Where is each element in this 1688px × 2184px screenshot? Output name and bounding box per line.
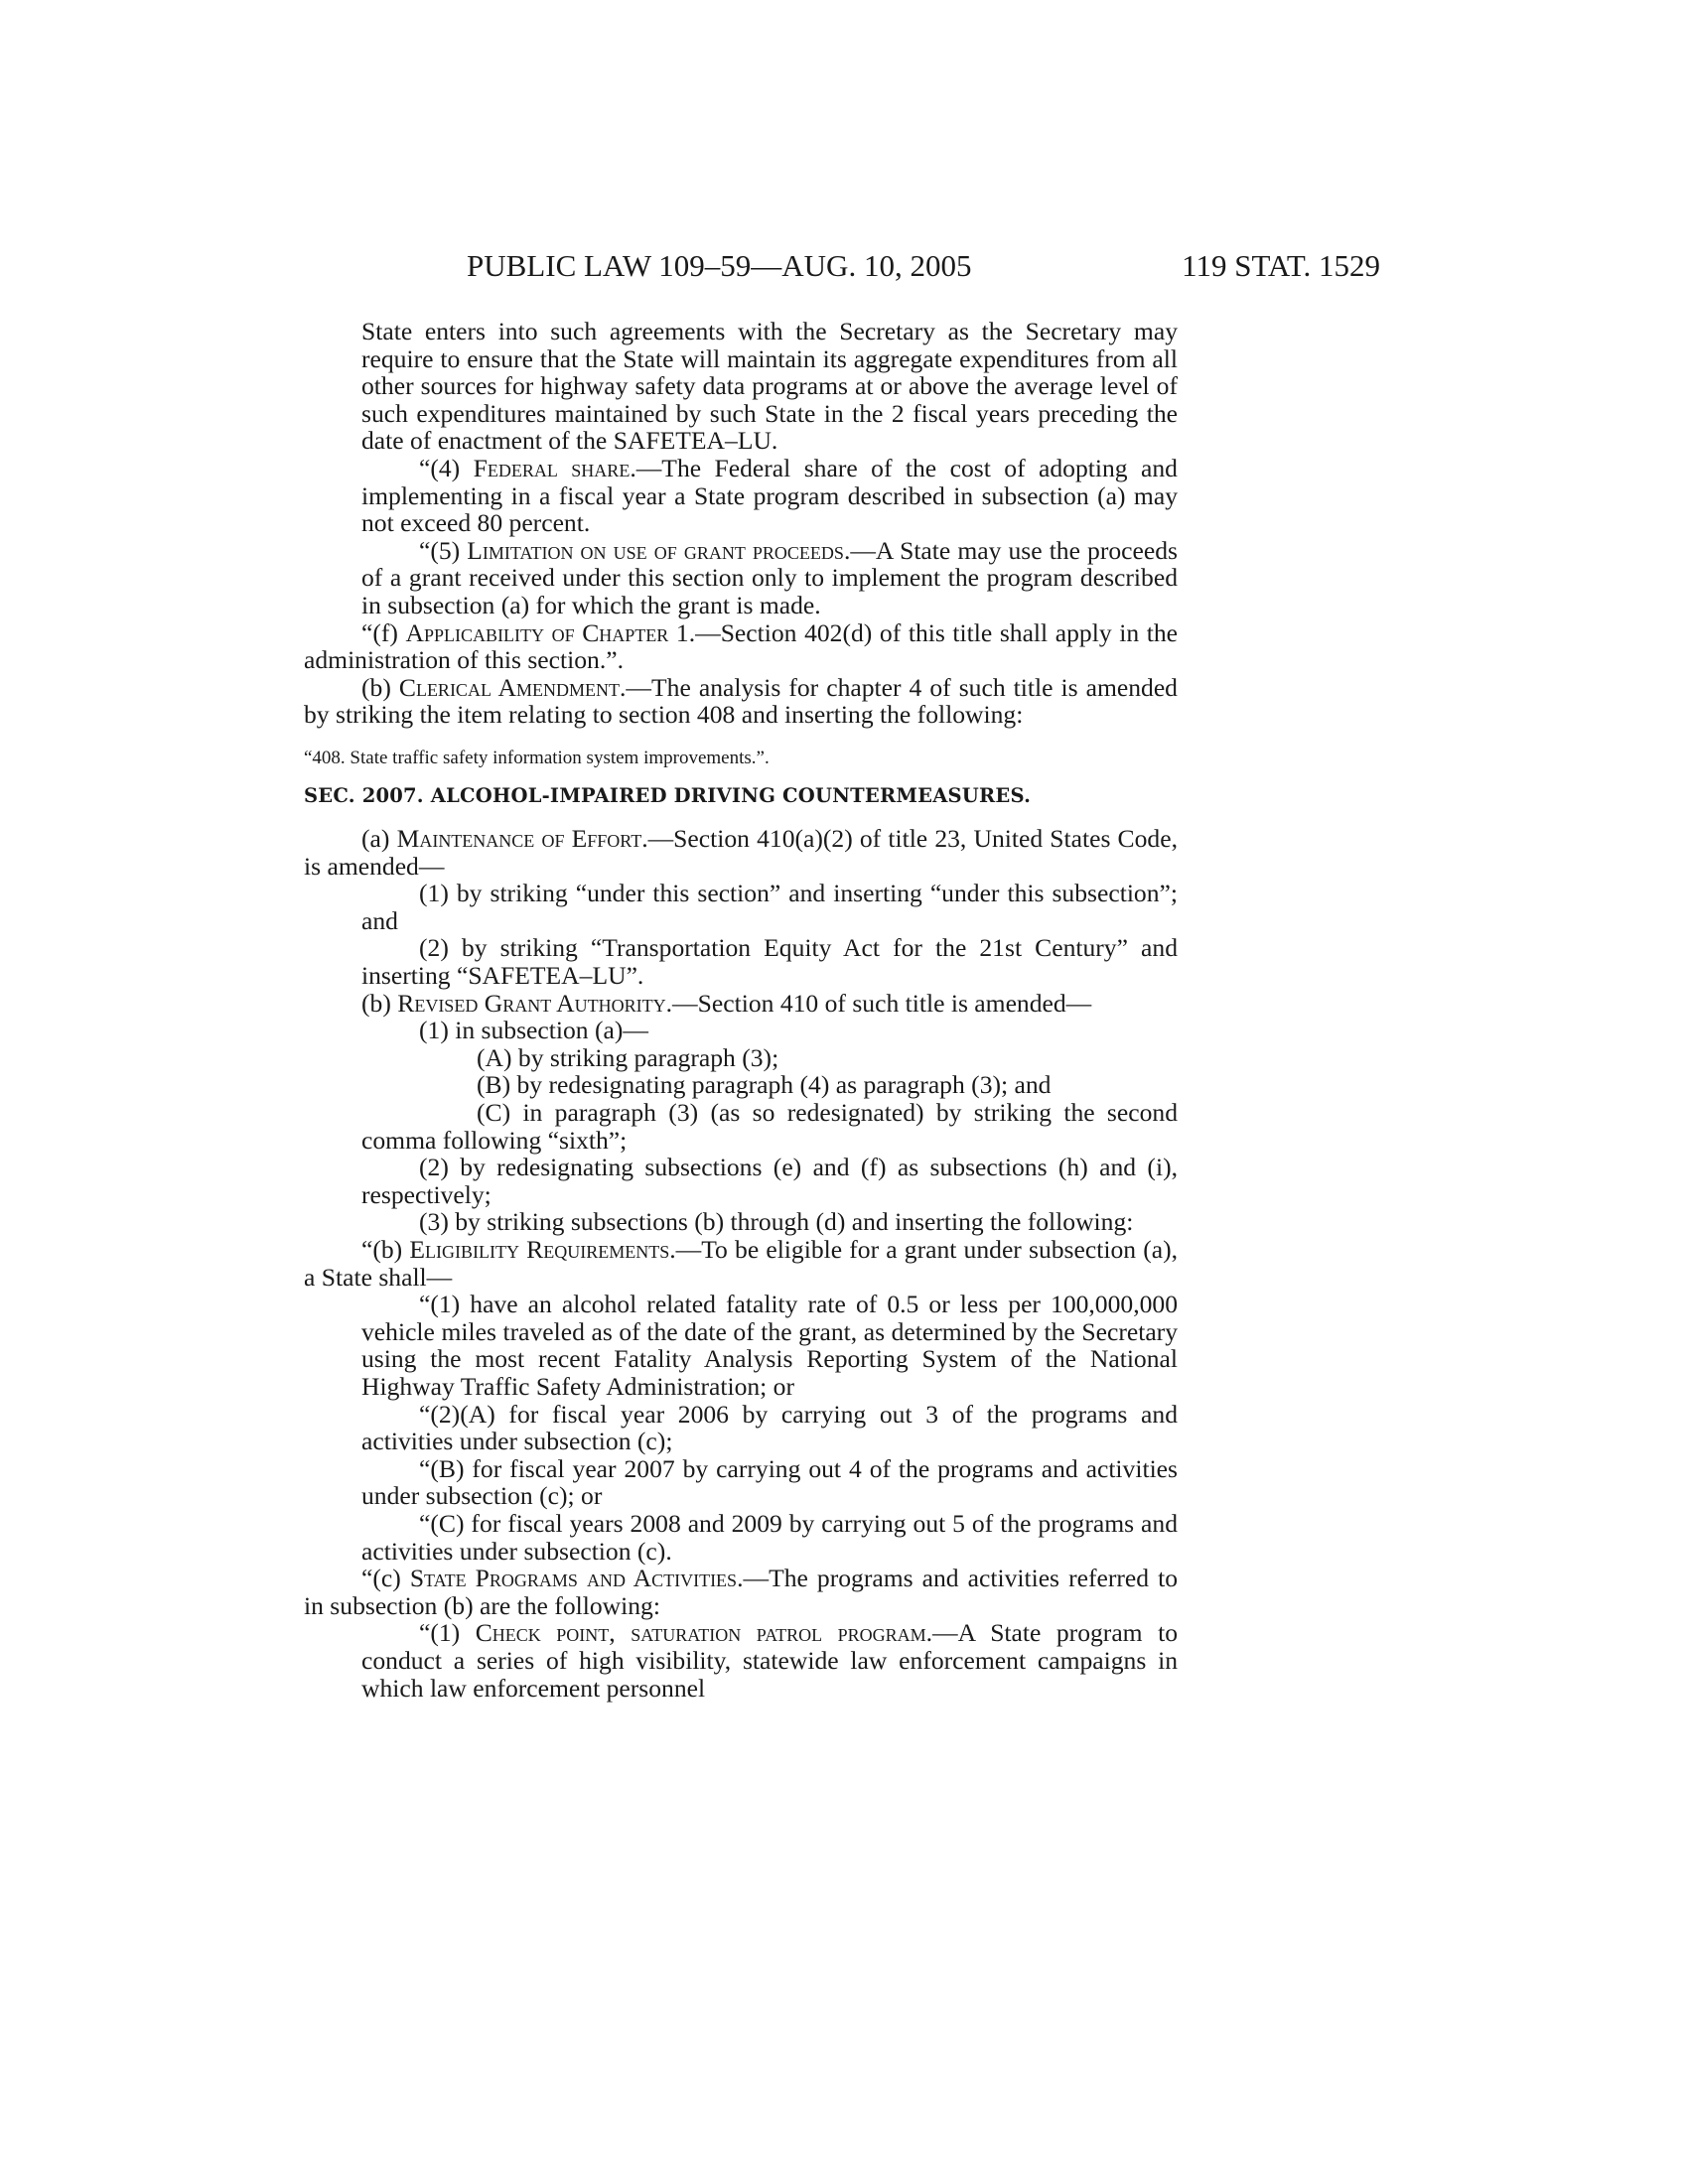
statute-page-number: 119 STAT. 1529	[1182, 248, 1380, 283]
paragraph: (b) Clerical Amendment.—The analysis for chapter 4 of such title is amended by striking the item relating to section 408 and inserting the following:	[304, 672, 1178, 730]
paragraph: “(C) for fiscal years 2008 and 2009 by carrying out 5 of the programs and activities under subsection (c).	[361, 1508, 1178, 1566]
paragraph: (1) in subsection (a)—	[419, 1016, 648, 1045]
paragraph: (C) in paragraph (3) (as so redesignated) by striking the second comma following “sixth”;	[361, 1098, 1178, 1155]
paragraph: “(2)(A) for fiscal year 2006 by carrying out 3 of the programs and activities under subsection (c);	[361, 1399, 1178, 1456]
paragraph: “(1) have an alcohol related fatality rate of 0.5 or less per 100,000,000 vehicle miles traveled as of the date of the grant, as determined by the Secretary using the most recent Fatality Analysis Reporting System of the National Highway Traffic Safety Administration; or	[361, 1290, 1178, 1401]
paragraph: “(5) Limitation on use of grant proceeds.—A State may use the proceeds of a grant received under this section only to implement the program described in subsection (a) for which the grant is made.	[361, 535, 1178, 619]
paragraph: (b) Revised Grant Authority.—Section 410 of such title is amended—	[361, 988, 1092, 1018]
paragraph: “(1) Check point, saturation patrol program.—A State program to conduct a series of high visibility, statewide law enforcement campaigns in which law enforcement personnel	[361, 1618, 1179, 1703]
paragraph: (3) by striking subsections (b) through (d) and inserting the following:	[419, 1207, 1134, 1237]
document-body	[304, 318, 1178, 1702]
paragraph: “(4) Federal share.—The Federal share of the cost of adopting and implementing in a fiscal year a State program described in subsection (a) may not exceed 80 percent.	[361, 453, 1178, 538]
paragraph: (B) by redesignating paragraph (4) as paragraph (3); and	[477, 1070, 1052, 1100]
paragraph: “(b) Eligibility Requirements.—To be eligible for a grant under subsection (a), a State shall—	[304, 1235, 1179, 1292]
paragraph: (a) Maintenance of Effort.—Section 410(a)(2) of title 23, United States Code, is amended—	[304, 824, 1178, 881]
law-citation: PUBLIC LAW 109–59—AUG. 10, 2005	[467, 248, 972, 283]
table-of-contents-entry: “408. State traffic safety information system improvements.”.	[304, 747, 770, 768]
paragraph: (2) by redesignating subsections (e) and (f) as subsections (h) and (i), respectively;	[361, 1153, 1178, 1209]
paragraph: State enters into such agreements with the Secretary as the Secretary may require to ensure that the State will maintain its aggregate expenditures from all other sources for highway safety data programs at or above the average level of such expenditures maintained by such State in the 2 fiscal years preceding the date of enactment of the SAFETEA–LU.	[361, 317, 1178, 456]
paragraph: “(B) for fiscal year 2007 by carrying out 4 of the programs and activities under subsection (c); or	[361, 1453, 1178, 1511]
paragraph: (A) by striking paragraph (3);	[477, 1042, 779, 1072]
paragraph: (2) by striking “Transportation Equity Act for the 21st Century” and inserting “SAFETEA–LU”.	[361, 933, 1178, 991]
paragraph: (1) by striking “under this section” and inserting “under this subsection”; and	[361, 879, 1178, 935]
page-header	[467, 248, 1380, 288]
paragraph: “(c) State Programs and Activities.—The programs and activities referred to in subsection (b) are the following:	[304, 1564, 1178, 1620]
paragraph: “(f) Applicability of Chapter 1.—Section 402(d) of this title shall apply in the administration of this section.”.	[304, 617, 1178, 675]
section-heading: SEC. 2007. ALCOHOL-IMPAIRED DRIVING COUNTERMEASURES.	[304, 783, 1032, 807]
